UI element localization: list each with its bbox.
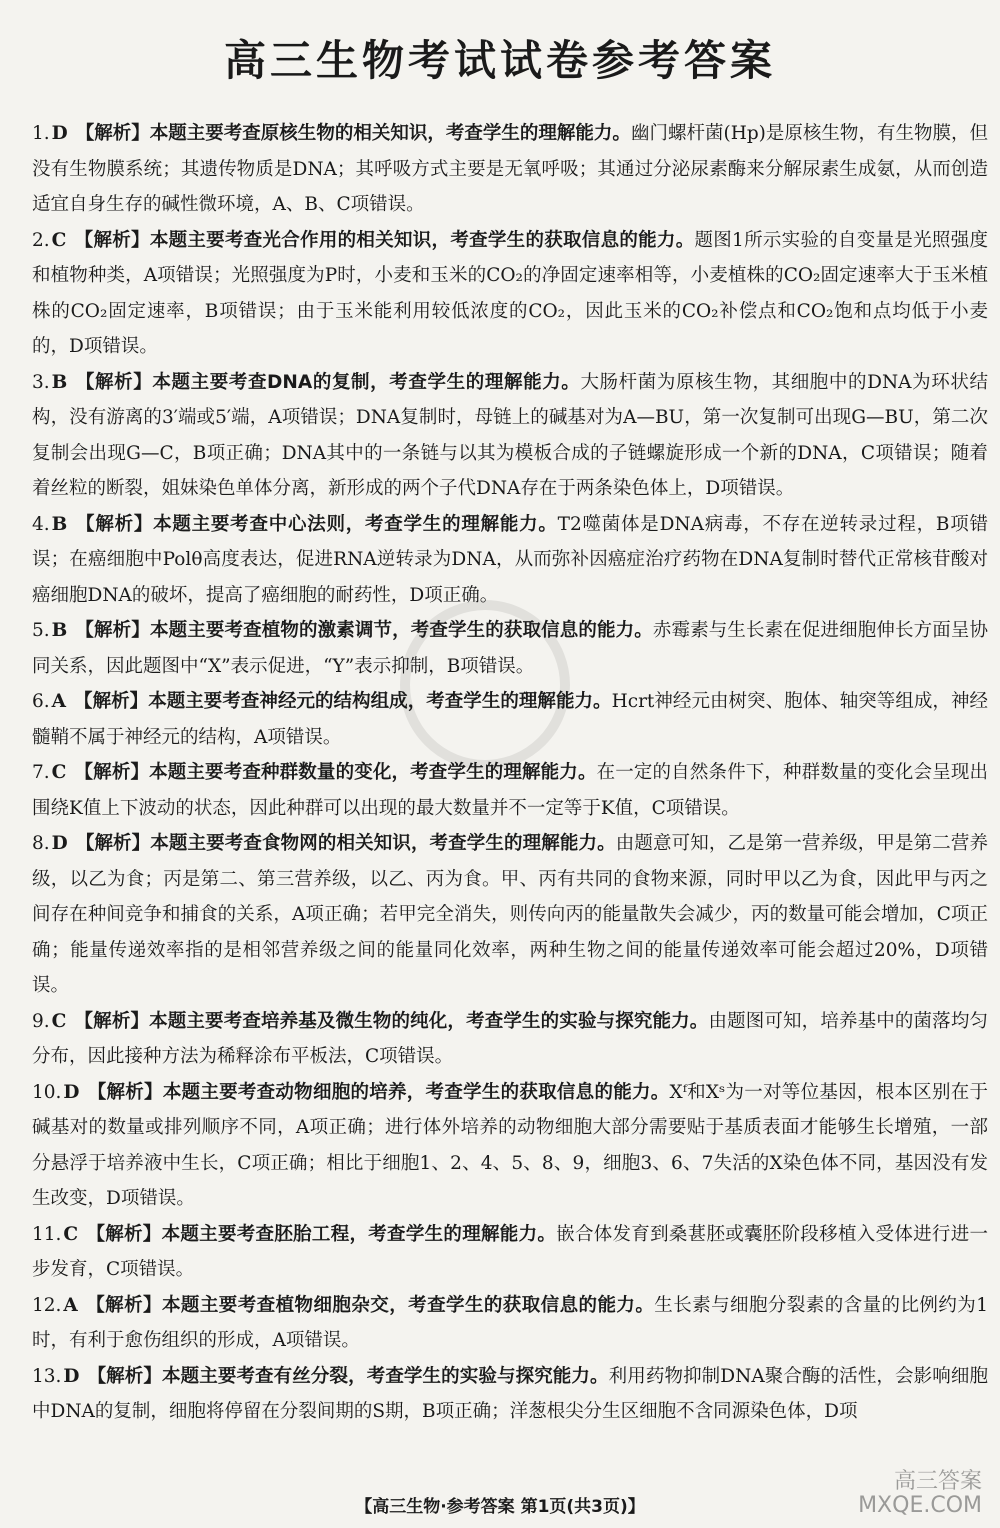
answer-number: 7. xyxy=(32,762,50,783)
answer-item xyxy=(32,1359,988,1430)
answer-list xyxy=(32,116,988,1430)
answer-item xyxy=(32,223,988,365)
answer-item xyxy=(32,365,988,507)
answer-number: 8. xyxy=(32,833,50,854)
answer-choice: B xyxy=(51,513,68,535)
analysis-tag: 【解析】 xyxy=(87,1365,163,1387)
analysis-tag: 【解析】 xyxy=(75,371,153,393)
analysis-lead: 本题主要考查DNA的复制，考查学生的理解能力。 xyxy=(152,371,581,393)
analysis-text: 由题意可知，乙是第一营养级，甲是第二营养级，以乙为食；丙是第二、第三营养级，以乙、丙为食。甲、丙有共同的食物来源，同时甲以乙为食，因此甲与丙之间存在种间竞争和捕食的关系，A项正确；若甲完全消失，则传向丙的能量散失会减少，丙的数量可能会增加，C项正确；能量传递效率指的是相邻营养级之间的能量同化效率，两种生物之间的能量传递效率可能会超过20%，D项错误。 xyxy=(32,833,988,996)
answer-number: 4. xyxy=(32,513,50,535)
analysis-text: Hcrt神经元由树突、胞体、轴突等组成，神经髓鞘不属于神经元的结构，A项错误。 xyxy=(32,691,988,748)
analysis-lead: 本题主要考查植物的激素调节，考查学生的获取信息的能力。 xyxy=(149,620,653,641)
analysis-text: 利用药物抑制DNA聚合酶的活性，会影响细胞中DNA的复制，细胞将停留在分裂间期的S期，B项正确；洋葱根尖分生区细胞不含同源染色体，D项 xyxy=(32,1365,988,1422)
analysis-lead: 本题主要考查培养基及微生物的纯化，考查学生的实验与探究能力。 xyxy=(149,1010,709,1032)
answer-choice: C xyxy=(63,1223,79,1245)
analysis-tag: 【解析】 xyxy=(74,691,149,712)
analysis-lead: 本题主要考查胚胎工程，考查学生的理解能力。 xyxy=(161,1223,557,1245)
analysis-tag: 【解析】 xyxy=(75,513,154,535)
answer-item xyxy=(32,1217,988,1288)
answer-item xyxy=(32,826,988,1004)
analysis-text: 幽门螺杆菌(Hp)是原核生物，有生物膜，但没有生物膜系统；其遗传物质是DNA；其呼吸方式主要是无氧呼吸；其通过分泌尿素酶来分解尿素生成氨，从而创造适宜自身生存的碱性微环境，A、B、C项错误。 xyxy=(32,123,988,215)
analysis-lead: 本题主要考查有丝分裂，考查学生的实验与探究能力。 xyxy=(162,1365,609,1387)
analysis-lead: 本题主要考查光合作用的相关知识，考查学生的获取信息的能力。 xyxy=(149,229,695,251)
answer-choice: D xyxy=(63,1365,80,1387)
analysis-text: 嵌合体发育到桑葚胚或囊胚阶段移植入受体进行进一步发育，C项错误。 xyxy=(32,1223,988,1280)
answer-number: 2. xyxy=(32,229,50,251)
analysis-tag: 【解析】 xyxy=(87,1081,163,1103)
analysis-lead: 本题主要考查动物细胞的培养，考查学生的获取信息的能力。 xyxy=(162,1081,670,1103)
analysis-text: 在一定的自然条件下，种群数量的变化会呈现出围绕K值上下波动的状态，因此种群可以出现的最大数量并不一定等于K值，C项错误。 xyxy=(32,762,988,819)
answer-choice: D xyxy=(51,123,68,144)
answer-number: 9. xyxy=(32,1010,50,1032)
answer-choice: D xyxy=(51,833,68,854)
answer-choice: D xyxy=(63,1081,80,1103)
answer-number: 3. xyxy=(32,371,50,393)
answer-choice: A xyxy=(51,691,67,712)
answer-item xyxy=(32,1004,988,1075)
analysis-lead: 本题主要考查种群数量的变化，考查学生的理解能力。 xyxy=(149,762,597,783)
answer-number: 12. xyxy=(32,1294,62,1316)
analysis-text: 由题图可知，培养基中的菌落均匀分布，因此接种方法为稀释涂布平板法，C项错误。 xyxy=(32,1010,988,1067)
answer-choice: A xyxy=(63,1294,78,1316)
analysis-text: Xᶠ和Xˢ为一对等位基因，根本区别在于碱基对的数量或排列顺序不同，A项正确；进行体外培养的动物细胞大部分需要贴于基质表面才能够生长增殖，一部分悬浮于培养液中生长，C项正确；相比于细胞1、2、4、5、8、9，细胞3、6、7失活的X染色体不同，基因没有发生改变，D项错误。 xyxy=(32,1081,988,1209)
answer-item xyxy=(32,684,988,755)
answer-item xyxy=(32,116,988,223)
analysis-text: 大肠杆菌为原核生物，其细胞中的DNA为环状结构，没有游离的3′端或5′端，A项错误；DNA复制时，母链上的碱基对为A—BU，第一次复制可出现G—BU，第二次复制会出现G—C，B项正确；DNA其中的一条链与以其为模板合成的子链螺旋形成一个新的DNA，C项错误；随着着丝粒的断裂，姐妹染色单体分离，新形成的两个子代DNA存在于两条染色体上，D项错误。 xyxy=(32,371,988,499)
analysis-tag: 【解析】 xyxy=(74,229,150,251)
corner-watermark: 高三答案 MXQE.COM xyxy=(858,1469,982,1518)
answer-number: 10. xyxy=(32,1081,62,1103)
analysis-text: T2噬菌体是DNA病毒，不存在逆转录过程，B项错误；在癌细胞中Polθ高度表达，促进RNA逆转录为DNA，从而弥补因癌症治疗药物在DNA复制时替代正常核苷酸对癌细胞DNA的破坏，提高了癌细胞的耐药性，D项正确。 xyxy=(32,513,988,606)
answer-number: 13. xyxy=(32,1365,62,1387)
analysis-text: 生长素与细胞分裂素的含量的比例约为1时，有利于愈伤组织的形成，A项错误。 xyxy=(32,1294,988,1351)
analysis-lead: 本题主要考查中心法则，考查学生的理解能力。 xyxy=(153,513,558,535)
analysis-lead: 本题主要考查食物网的相关知识，考查学生的理解能力。 xyxy=(150,833,616,854)
analysis-tag: 【解析】 xyxy=(75,123,150,144)
page-title: 高三生物考试试卷参考答案 xyxy=(223,36,776,85)
answer-choice: C xyxy=(51,229,67,251)
answer-number: 1. xyxy=(32,123,50,144)
answer-number: 5. xyxy=(32,620,50,641)
answer-item xyxy=(32,613,988,684)
answer-item xyxy=(32,755,988,826)
analysis-tag: 【解析】 xyxy=(86,1223,162,1245)
answer-item xyxy=(32,1075,988,1217)
analysis-lead: 本题主要考查神经元的结构组成，考查学生的理解能力。 xyxy=(148,691,612,712)
answer-choice: C xyxy=(51,1010,67,1032)
answer-number: 6. xyxy=(32,691,50,712)
answer-item xyxy=(32,507,988,614)
answer-choice: B xyxy=(51,371,68,393)
analysis-text: 题图1所示实验的自变量是光照强度和植物种类，A项错误；光照强度为P时，小麦和玉米的CO₂的净固定速率相等，小麦植株的CO₂固定速率大于玉米植株的CO₂固定速率，B项错误；由于玉米能利用较低浓度的CO₂，因此玉米的CO₂补偿点和CO₂饱和点均低于小麦的，D项错误。 xyxy=(32,229,988,357)
answer-number: 11. xyxy=(32,1223,62,1245)
analysis-lead: 本题主要考查植物细胞杂交，考查学生的获取信息的能力。 xyxy=(161,1294,655,1316)
analysis-lead: 本题主要考查原核生物的相关知识，考查学生的理解能力。 xyxy=(149,123,631,144)
answer-choice: B xyxy=(51,620,68,641)
analysis-text: 赤霉素与生长素在促进细胞伸长方面呈协同关系，因此题图中“X”表示促进，“Y”表示抑制，B项错误。 xyxy=(32,620,988,677)
page-footer: 【高三生物·参考答案 第1页(共3页)】 xyxy=(355,1497,645,1517)
answer-item xyxy=(32,1288,988,1359)
analysis-tag: 【解析】 xyxy=(74,1010,150,1032)
analysis-tag: 【解析】 xyxy=(74,762,150,783)
analysis-tag: 【解析】 xyxy=(75,620,150,641)
analysis-tag: 【解析】 xyxy=(75,833,151,854)
analysis-tag: 【解析】 xyxy=(85,1294,162,1316)
answer-choice: C xyxy=(51,762,67,783)
